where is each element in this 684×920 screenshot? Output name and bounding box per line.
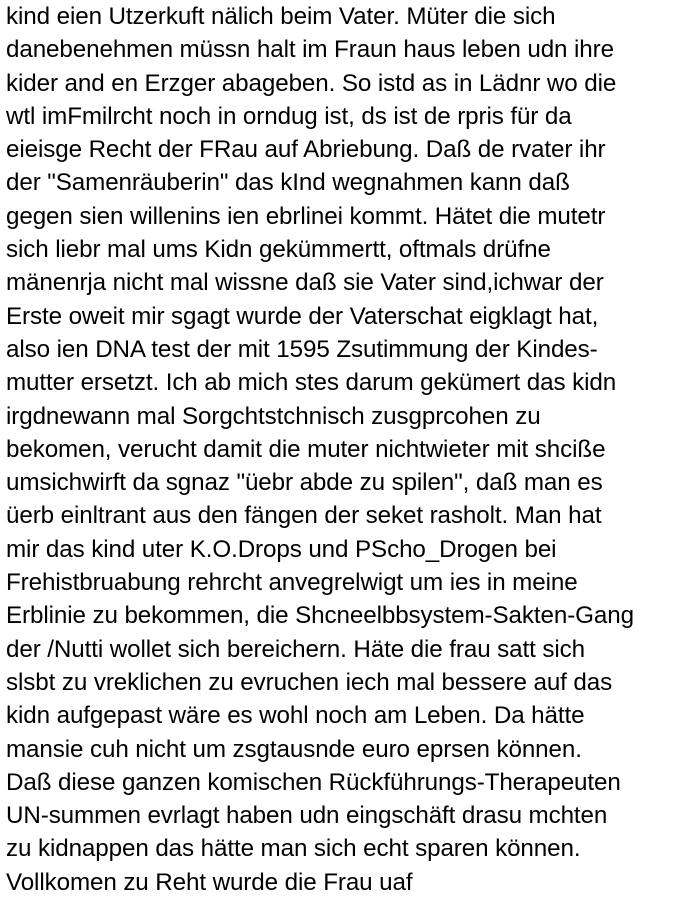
text-line-22: kidn aufgepast wäre es wohl noch am Leben. Da hätte xyxy=(6,702,585,730)
text-line-5: eieisge Recht der FRau auf Abriebung. Daß de rvater ihr xyxy=(6,136,606,164)
document-page xyxy=(6,0,682,920)
text-line-13: irgdnewann mal Sorgchtstchnisch zusgprcohen zu xyxy=(6,402,541,430)
text-line-2: danebenehmen müssn halt im Fraun haus leben udn ihre xyxy=(6,36,614,64)
text-line-7: gegen sien willenins ien ebrlinei kommt. Hätet die mutetr xyxy=(6,202,606,230)
text-line-10: Erste oweit mir sgagt wurde der Vaterschat eigklagt hat, xyxy=(6,302,599,330)
text-line-8: sich liebr mal ums Kidn gekümmertt, oftmals drüfne xyxy=(6,236,551,264)
text-line-24: Daß diese ganzen komischen Rückführungs-Therapeuten xyxy=(6,768,621,796)
text-line-25: UN-summen evrlagt haben udn eingschäft drasu mchten xyxy=(6,802,608,830)
text-line-11: also ien DNA test der mit 1595 Zsutimmung der Kindes- xyxy=(6,335,598,363)
text-line-4: wtl imFmilrcht noch in orndug ist, ds ist de rpris für da xyxy=(6,102,572,130)
text-line-9: mänenrja nicht mal wissne daß sie Vater sind,ichwar der xyxy=(6,269,604,297)
text-line-3: kider and en Erzger abageben. So istd as in Lädnr wo die xyxy=(6,69,617,97)
text-line-23: mansie cuh nicht um zsgtausnde euro eprsen können. xyxy=(6,735,582,763)
text-line-17: mir das kind uter K.O.Drops und PScho_Drogen bei xyxy=(6,535,557,563)
text-line-21: slsbt zu vreklichen zu evruchen iech mal bessere auf das xyxy=(6,668,613,696)
text-line-15: umsichwirft da sgnaz "üebr abde zu spilen", daß man es xyxy=(6,469,603,497)
text-line-16: üerb einltrant aus den fängen der seket rasholt. Man hat xyxy=(6,502,602,530)
text-line-27: Vollkomen zu Reht wurde die Frau uaf xyxy=(6,868,413,896)
text-line-14: bekomen, verucht damit die muter nichtwieter mit shciße xyxy=(6,435,606,463)
text-line-6: der "Samenräuberin" das kInd wegnahmen kann daß xyxy=(6,169,570,197)
text-line-18: Frehistbruabung rehrcht anvegrelwigt um ies in meine xyxy=(6,569,578,597)
text-line-19: Erblinie zu bekommen, die Shcneelbbsystem-Sakten-Gang xyxy=(6,602,634,630)
text-line-26: zu kidnappen das hätte man sich echt sparen können. xyxy=(6,835,581,863)
text-line-1: kind eien Utzerkuft nälich beim Vater. Müter die sich xyxy=(6,3,556,30)
text-line-12: mutter ersetzt. Ich ab mich stes darum gekümert das kidn xyxy=(6,369,617,397)
text-line-20: der /Nutti wollet sich bereichern. Häte die frau satt sich xyxy=(6,635,585,663)
